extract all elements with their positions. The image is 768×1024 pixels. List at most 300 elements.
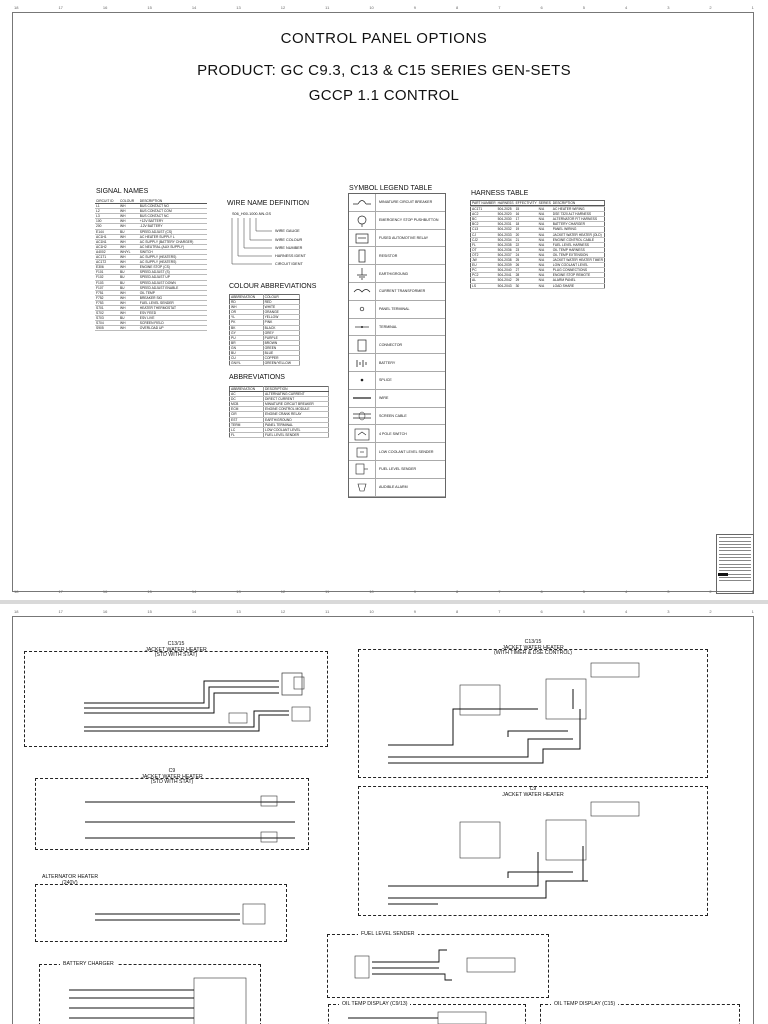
table-cell: BU xyxy=(119,270,139,275)
table-cell: ENGINE STOP REMOTE xyxy=(552,273,605,278)
column-header: ABBREVIATION xyxy=(230,295,264,300)
table-cell: PC2 xyxy=(471,273,497,278)
table-cell: ORANGE xyxy=(263,310,299,315)
abbreviation-row xyxy=(230,432,329,437)
table-cell: S704 xyxy=(95,321,119,326)
table-cell: WH xyxy=(119,209,139,214)
colour-row xyxy=(230,361,300,366)
table-cell: ENGINE CRANK RELAY xyxy=(264,412,329,417)
panel-title: FUEL LEVEL SENDER xyxy=(358,931,418,937)
table-cell: PINK xyxy=(263,320,299,325)
table-cell: WH xyxy=(119,219,139,224)
table-cell: CJ2 xyxy=(471,237,497,242)
table-cell: BLACK xyxy=(263,325,299,330)
table-cell: ENGINE STOP (CS) xyxy=(139,265,207,270)
table-cell: WH xyxy=(119,305,139,310)
column-header: EFFECTIVITY xyxy=(515,201,537,205)
table-cell: LOAD SHARE xyxy=(552,283,605,288)
table-cell: ALARM PANEL xyxy=(552,278,605,283)
column-number: 16 xyxy=(102,609,108,614)
table-cell: MCB xyxy=(230,402,264,407)
legend-row xyxy=(349,479,445,497)
column-number: 10 xyxy=(369,589,374,594)
column-number: 12 xyxy=(280,609,286,614)
table-cell: TERM xyxy=(230,422,264,427)
table-cell: AC SUPPLY (HEATERS) xyxy=(139,255,207,260)
column-number: 3 xyxy=(667,589,670,594)
table-cell: WH xyxy=(119,239,139,244)
table-cell: N/A xyxy=(538,212,552,217)
column-number: 7 xyxy=(498,5,501,10)
legend-row xyxy=(349,265,445,283)
column-number: 4 xyxy=(624,609,628,614)
table-cell: WHITE xyxy=(263,305,299,310)
table-cell: BU xyxy=(119,285,139,290)
panel-title: C9 JACKET WATER HEATER xyxy=(502,786,564,798)
column-numbers-top xyxy=(14,609,754,617)
table-cell: 504-2041 xyxy=(497,273,515,278)
table-cell: F103 xyxy=(95,280,119,285)
legend-symbol-icon xyxy=(349,408,376,425)
column-number: 12 xyxy=(280,589,286,594)
table-cell: 504-2034 xyxy=(497,237,515,242)
table-cell: LC xyxy=(230,427,264,432)
table-cell: 21 xyxy=(515,237,538,242)
table-cell: 22 xyxy=(515,242,538,247)
column-number: 16 xyxy=(102,589,108,594)
legend-symbol-icon xyxy=(349,319,376,336)
product-line: PRODUCT: GC C9.3, C13 & C15 SERIES GEN-SETS xyxy=(197,62,571,79)
table-cell: BU xyxy=(119,280,139,285)
signal-names-table xyxy=(95,199,207,331)
table-cell: JACKET WATER HEATER (OLD) xyxy=(552,232,605,237)
table-cell: N/A xyxy=(538,283,552,288)
column-number: 6 xyxy=(540,609,543,614)
column-number: 11 xyxy=(325,5,330,10)
legend-label: SPLICE xyxy=(379,378,392,383)
table-cell: SPEED ADJUST (CS) xyxy=(139,229,207,234)
table-cell: N/A xyxy=(538,242,552,247)
column-number: 14 xyxy=(191,5,197,10)
harness-row xyxy=(471,283,605,288)
legend-label: CURRENT TRANSFORMER xyxy=(379,289,426,294)
table-cell: 504-2036 xyxy=(497,247,515,252)
column-header: COLOUR xyxy=(263,295,299,300)
table-cell: 16 xyxy=(515,212,538,217)
legend-row xyxy=(349,194,445,212)
table-cell: DSE 7320 ALT HARNESS xyxy=(552,212,605,217)
table-cell: S702 xyxy=(95,311,119,316)
legend-label: BATTERY xyxy=(379,360,396,365)
column-number: 6 xyxy=(540,589,543,594)
legend-label: MINIATURE CIRCUIT BREAKER xyxy=(379,200,433,205)
table-cell: SPEED ADJUST DOWN xyxy=(139,280,207,285)
table-cell: SCREEN FIELD xyxy=(139,321,207,326)
column-number: 17 xyxy=(58,609,63,614)
wire-gauge-label: WIRE GAUGE xyxy=(275,229,300,233)
column-header: COLOUR xyxy=(119,199,139,204)
symbol-legend-table xyxy=(348,193,446,498)
table-cell: WH xyxy=(119,311,139,316)
column-number: 9 xyxy=(413,609,417,614)
column-number: 15 xyxy=(147,589,152,594)
table-cell: 24 xyxy=(515,252,538,257)
table-cell: WH xyxy=(119,234,139,239)
legend-symbol-icon xyxy=(349,301,376,318)
table-cell: L2 xyxy=(95,209,119,214)
wire-number-label: WIRE NUMBER xyxy=(275,246,303,250)
table-cell: 504-2042 xyxy=(497,278,515,283)
table-cell: 504-2030 xyxy=(497,217,515,222)
table-cell: -12V BATTERY xyxy=(139,224,207,229)
table-cell: 26 xyxy=(515,263,538,268)
table-cell: WH xyxy=(119,204,139,209)
panel-title: C9 JACKET WATER HEATER (STD WITH STAT) xyxy=(141,768,203,786)
table-cell: HEATER THERMOSTAT xyxy=(139,305,207,310)
table-cell: AC1N1 xyxy=(95,239,119,244)
table-cell: GREEN/YELLOW xyxy=(263,361,299,366)
table-cell: S701 xyxy=(95,305,119,310)
legend-symbol-icon xyxy=(349,283,376,300)
table-cell: N/A xyxy=(538,207,552,212)
table-cell: C13 xyxy=(471,227,497,232)
table-cell: BU xyxy=(119,229,139,234)
table-cell: AC SUPPLY (BATTERY CHARGER) xyxy=(139,239,207,244)
column-number: 12 xyxy=(280,5,286,10)
legend-label: TERMINAL xyxy=(379,324,398,329)
drawing-sheet-2 xyxy=(0,604,768,1024)
table-cell: OIL TEMP HARNESS xyxy=(552,247,605,252)
table-cell: WH xyxy=(119,265,139,270)
table-cell: BR xyxy=(230,340,264,345)
table-cell: 504-2025 xyxy=(497,207,515,212)
table-cell: JW xyxy=(471,258,497,263)
legend-row xyxy=(349,230,445,248)
table-cell: AC1H2 xyxy=(95,244,119,249)
table-cell: DC xyxy=(230,397,264,402)
column-number: 6 xyxy=(540,5,543,10)
title-block xyxy=(716,534,754,594)
legend-row xyxy=(349,372,445,390)
table-cell: FUEL LEVEL SENDER xyxy=(139,300,207,305)
harness-table-heading: HARNESS TABLE xyxy=(471,190,529,197)
table-cell: FUEL LEVEL HARNESS xyxy=(552,242,605,247)
table-cell: BREAKER SIG xyxy=(139,295,207,300)
table-cell: WH xyxy=(119,224,139,229)
colour-abbreviations-heading: COLOUR ABBREVIATIONS xyxy=(229,283,317,290)
legend-symbol-icon xyxy=(349,265,376,282)
legend-row xyxy=(349,354,445,372)
legend-symbol-icon xyxy=(349,230,376,247)
panel-oil-temp-c15 xyxy=(540,1001,740,1024)
panel-title: OIL TEMP DISPLAY (C9/13) xyxy=(339,1001,410,1007)
table-cell: LOW COOLANT LEVEL xyxy=(264,427,329,432)
table-cell: BUS CONTACT COM xyxy=(139,209,207,214)
table-cell: WH xyxy=(119,300,139,305)
table-cell: N/A xyxy=(538,217,552,222)
table-cell: PANEL TERMINAL xyxy=(264,422,329,427)
table-cell: A4002 xyxy=(95,249,119,254)
legend-symbol-icon xyxy=(349,336,376,353)
legend-label: FUEL LEVEL SENDER xyxy=(379,467,417,472)
legend-symbol-icon xyxy=(349,390,376,407)
table-cell: 504-2037 xyxy=(497,252,515,257)
table-cell: ESV FEED xyxy=(139,311,207,316)
legend-row xyxy=(349,283,445,301)
column-number: 18 xyxy=(14,609,19,614)
table-cell: WH xyxy=(119,290,139,295)
abbreviations-table xyxy=(229,386,329,438)
column-number: 14 xyxy=(191,589,197,594)
table-cell: F752 xyxy=(95,295,119,300)
table-cell: F753 xyxy=(95,300,119,305)
table-cell: F102 xyxy=(95,275,119,280)
table-cell: F107 xyxy=(95,285,119,290)
control-line: GCCP 1.1 CONTROL xyxy=(308,87,460,104)
table-cell: BU xyxy=(230,351,264,356)
table-cell: 15 xyxy=(515,207,538,212)
column-number: 15 xyxy=(147,609,152,614)
wiring-jwh-c9-stat xyxy=(35,778,307,848)
wire-colour-label: WIRE COLOUR xyxy=(275,238,303,242)
legend-row xyxy=(349,443,445,461)
table-cell: WH xyxy=(119,244,139,249)
table-cell: BLUE xyxy=(263,351,299,356)
column-number: 3 xyxy=(667,5,670,10)
table-cell: AC1T1 xyxy=(95,255,119,260)
table-cell: YL xyxy=(230,315,264,320)
table-cell: PURPLE xyxy=(263,335,299,340)
column-number: 4 xyxy=(624,5,628,10)
colour-abbreviations-table xyxy=(229,294,300,366)
column-number: 13 xyxy=(236,589,241,594)
table-cell: JACKET WATER HEATER TIMER xyxy=(552,258,603,263)
table-cell: 504-2031 xyxy=(497,222,515,227)
table-cell: GN xyxy=(230,345,264,350)
legend-symbol-icon xyxy=(349,354,376,371)
legend-symbol-icon xyxy=(349,247,376,264)
table-cell: 18 xyxy=(515,222,538,227)
table-cell: AC HEATER WIRING xyxy=(552,207,605,212)
table-cell: N/A xyxy=(538,273,552,278)
table-cell: SWITCH xyxy=(139,249,207,254)
table-cell: 504-2040 xyxy=(497,268,515,273)
table-cell: 27 xyxy=(515,268,538,273)
legend-label: 4 POLE SWITCH xyxy=(379,431,407,436)
column-number: 2 xyxy=(709,589,712,594)
table-cell: RD xyxy=(230,300,264,305)
legend-symbol-icon xyxy=(349,479,376,496)
table-cell: DIRECT CURRENT xyxy=(264,397,329,402)
panel-title: ALTERNATOR HEATER (240V) xyxy=(42,874,99,886)
legend-row xyxy=(349,247,445,265)
table-cell: ECM xyxy=(230,407,264,412)
symbol-legend-heading: SYMBOL LEGEND TABLE xyxy=(349,185,433,192)
table-cell: SPEED ADJUST ENABLE xyxy=(139,285,207,290)
table-cell: N/A xyxy=(538,227,552,232)
table-cell: E306 xyxy=(95,265,119,270)
column-number: 8 xyxy=(456,5,459,10)
table-cell: WH/YL xyxy=(119,249,139,254)
table-cell: FUEL LEVEL SENDER xyxy=(264,432,329,437)
table-cell: COPPER xyxy=(263,356,299,361)
legend-label: FUSED AUTOMOTIVE RELAY xyxy=(379,235,429,240)
column-header: DESCRIPTION xyxy=(264,387,329,392)
table-cell: ALTERNATING CURRENT xyxy=(264,392,329,397)
column-number: 18 xyxy=(14,5,19,10)
table-cell: F101 xyxy=(95,270,119,275)
table-cell: ENGINE CONTROL CABLE xyxy=(552,237,605,242)
legend-symbol-icon xyxy=(349,425,376,442)
table-cell: ALTERNATOR FIT HARNESS xyxy=(552,217,605,222)
legend-row xyxy=(349,336,445,354)
table-cell: EU xyxy=(471,263,497,268)
table-cell: S905 xyxy=(95,326,119,331)
table-cell: 30 xyxy=(515,283,538,288)
legend-row xyxy=(349,461,445,479)
table-cell: E144 xyxy=(95,229,119,234)
table-cell: AC SUPPLY (HEATERS) xyxy=(139,260,207,265)
table-cell: N/A xyxy=(538,263,552,268)
column-number: 13 xyxy=(236,5,241,10)
table-cell: N/A xyxy=(538,278,552,283)
table-cell: PU xyxy=(230,335,264,340)
panel-title: OIL TEMP DISPLAY (C15) xyxy=(551,1001,618,1007)
legend-row xyxy=(349,390,445,408)
column-number: 2 xyxy=(709,609,712,614)
table-cell: N/A xyxy=(538,268,552,273)
table-cell: 100 xyxy=(95,219,119,224)
table-cell: ESV LIVE xyxy=(139,316,207,321)
table-cell: WH xyxy=(119,326,139,331)
column-number: 13 xyxy=(236,609,241,614)
column-header: SERIES xyxy=(538,201,551,205)
table-cell: PC xyxy=(471,268,497,273)
table-cell: N/A xyxy=(538,252,552,257)
table-cell: EARTH/GROUND xyxy=(264,417,329,422)
column-number: 5 xyxy=(582,589,585,594)
table-cell: BC xyxy=(471,217,497,222)
table-cell: FL xyxy=(230,432,264,437)
table-cell: 29 xyxy=(515,278,538,283)
column-header: HARNESS xyxy=(497,201,514,205)
table-cell: OIL TEMP xyxy=(139,290,207,295)
table-cell: N/A xyxy=(538,237,552,242)
harness-ident-label: HARNESS IDENT xyxy=(275,254,306,258)
harness-table xyxy=(470,200,605,289)
table-cell: 28 xyxy=(515,273,538,278)
column-number: 9 xyxy=(413,5,417,10)
column-number: 1 xyxy=(751,589,754,594)
table-cell: BK xyxy=(230,325,264,330)
column-number: 10 xyxy=(369,609,374,614)
table-cell: BU xyxy=(119,316,139,321)
table-cell: PANEL WIRING xyxy=(552,227,605,232)
table-cell: BU xyxy=(119,275,139,280)
column-numbers-top xyxy=(14,5,754,13)
wiring-battery-charger xyxy=(39,964,259,1024)
table-cell: AC1T1 xyxy=(471,207,497,212)
column-number: 9 xyxy=(413,589,417,594)
column-number: 5 xyxy=(582,5,585,10)
table-cell: 504-2039 xyxy=(497,263,515,268)
wiring-fuel-level-sender xyxy=(327,934,547,996)
column-number: 3 xyxy=(667,609,670,614)
table-cell: BATTERY CHARGER xyxy=(552,222,605,227)
table-cell: AC1T2 xyxy=(95,260,119,265)
table-cell: 504-2035 xyxy=(497,242,515,247)
wire-name-definition-heading: WIRE NAME DEFINITION xyxy=(227,200,310,207)
table-cell: BUS CONTACT NO xyxy=(139,204,207,209)
table-cell: F751 xyxy=(95,290,119,295)
table-cell: 25 xyxy=(515,258,538,263)
table-cell: CIR xyxy=(230,412,264,417)
column-number: 8 xyxy=(456,589,459,594)
table-cell: WH xyxy=(230,305,264,310)
table-cell: 504-2033 xyxy=(497,232,515,237)
table-cell: MINIATURE CIRCUIT BREAKER xyxy=(264,402,329,407)
legend-label: LOW COOLANT LEVEL SENDER xyxy=(379,449,434,454)
column-number: 1 xyxy=(751,5,754,10)
legend-row xyxy=(349,212,445,230)
table-cell: GREY xyxy=(263,330,299,335)
signal-row xyxy=(95,326,207,331)
column-number: 4 xyxy=(624,589,628,594)
table-cell: N/A xyxy=(538,232,552,237)
legend-label: EARTH/GROUND xyxy=(379,271,409,276)
abbreviations-heading: ABBREVIATIONS xyxy=(229,374,285,381)
table-cell: WH xyxy=(119,214,139,219)
table-cell: GREEN xyxy=(263,345,299,350)
title-block-logo xyxy=(718,573,728,576)
legend-row xyxy=(349,319,445,337)
circuit-ident-label: CIRCUIT IDENT xyxy=(275,262,303,266)
table-cell: N/A xyxy=(538,258,552,263)
legend-label: SCREEN CABLE xyxy=(379,413,407,418)
legend-symbol-icon xyxy=(349,443,376,460)
wiring-jwh-c13-stat xyxy=(24,651,326,745)
table-cell: BC2 xyxy=(471,222,497,227)
signal-names-heading: SIGNAL NAMES xyxy=(96,188,149,195)
table-cell: OR xyxy=(230,310,264,315)
column-number: 5 xyxy=(582,609,585,614)
table-cell: LOW COOLANT LEVEL xyxy=(552,263,605,268)
legend-symbol-icon xyxy=(349,372,376,389)
table-cell: BROWN xyxy=(263,340,299,345)
column-number: 17 xyxy=(58,5,63,10)
table-cell: WH xyxy=(119,255,139,260)
drawing-title: CONTROL PANEL OPTIONS xyxy=(280,30,488,47)
table-cell: AL xyxy=(471,278,497,283)
table-cell: S703 xyxy=(95,316,119,321)
table-cell: AC2 xyxy=(471,212,497,217)
table-cell: AC NEUTRAL (AUX SUPPLY) xyxy=(139,244,207,249)
column-numbers-bottom xyxy=(14,589,754,597)
table-cell: AC xyxy=(230,392,264,397)
table-cell: 20 xyxy=(515,232,538,237)
table-cell: 23 xyxy=(515,247,538,252)
column-header: ABBREVIATION xyxy=(230,387,264,392)
table-cell: YELLOW xyxy=(263,315,299,320)
table-cell: FL xyxy=(471,242,497,247)
column-number: 16 xyxy=(102,5,108,10)
wiring-oil-temp-c9 xyxy=(328,1004,524,1024)
column-number: 1 xyxy=(751,609,754,614)
table-cell: OT2 xyxy=(471,252,497,257)
panel-title: C13/15 JACKET WATER HEATER (STD WITH STAT) xyxy=(145,641,207,659)
legend-label: WIRE xyxy=(379,396,389,401)
column-number: 11 xyxy=(325,589,330,594)
